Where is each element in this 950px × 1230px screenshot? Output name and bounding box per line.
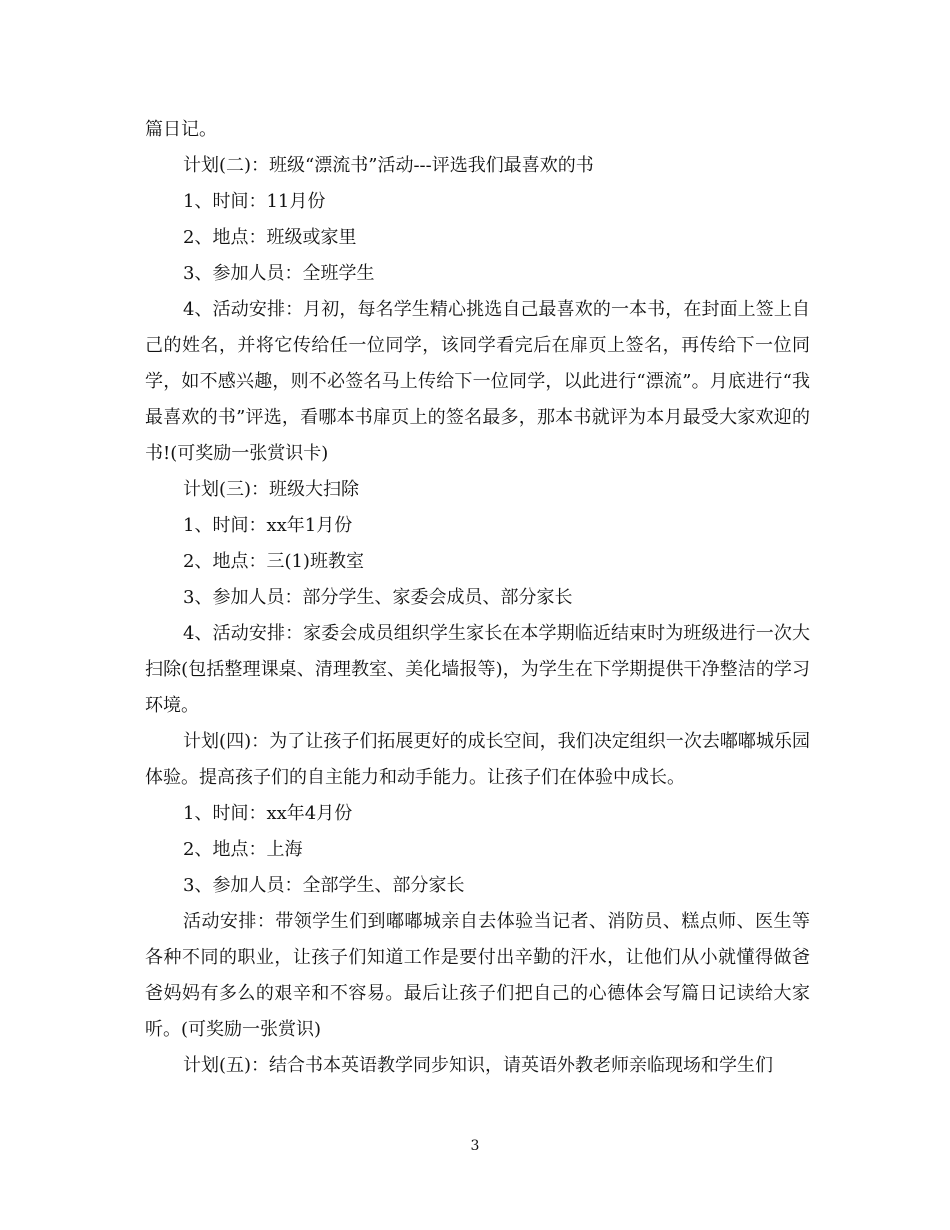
- paragraph: 2、地点：上海: [183, 839, 303, 860]
- paragraph: 1、时间：xx年1月份: [183, 515, 353, 536]
- paragraph-heading: 计划(二)：班级“漂流书”活动---评选我们最喜欢的书: [183, 155, 594, 176]
- paragraph-heading: 计划(五)：结合书本英语教学同步知识，请英语外教老师亲临现场和学生们: [183, 1055, 774, 1076]
- paragraph: 篇日记。: [145, 119, 217, 140]
- paragraph-heading: 计划(三)：班级大扫除: [183, 479, 360, 500]
- paragraph: 4、活动安排：月初，每名学生精心挑选自己最喜欢的一本书，在封面上签上自己的姓名，并将它传给任一位同学，该同学看完后在扉页上签名，再传给下一位同学，如不感兴趣，则不必签名马上传给下一位同学，以此进行“漂流”。月底进行“我最喜欢的书”评选，看哪本书扉页上的签名最多，那本书就评为本月最受大家欢迎的书!(可奖励一张赏识卡): [145, 299, 810, 464]
- paragraph: 2、地点：班级或家里: [183, 227, 357, 248]
- paragraph: 1、时间：11月份: [183, 191, 326, 212]
- paragraph: 2、地点：三(1)班教室: [183, 551, 364, 572]
- body-text: [145, 112, 810, 1084]
- paragraph: 3、参加人员：部分学生、家委会成员、部分家长: [183, 587, 573, 608]
- paragraph-heading: 计划(四)：为了让孩子们拓展更好的成长空间，我们决定组织一次去嘟嘟城乐园体验。提高孩子们的自主能力和动手能力。让孩子们在体验中成长。: [145, 731, 810, 788]
- paragraph: 活动安排：带领学生们到嘟嘟城亲自去体验当记者、消防员、糕点师、医生等各种不同的职业，让孩子们知道工作是要付出辛勤的汗水，让他们从小就懂得做爸爸妈妈有多么的艰辛和不容易。最后让孩子们把自己的心德体会写篇日记读给大家听。(可奖励一张赏识): [145, 911, 810, 1040]
- paragraph: 3、参加人员：全部学生、部分家长: [183, 875, 465, 896]
- page-number: 3: [470, 1138, 480, 1154]
- paragraph: 1、时间：xx年4月份: [183, 803, 353, 824]
- paragraph: 3、参加人员：全班学生: [183, 263, 375, 284]
- paragraph: 4、活动安排：家委会成员组织学生家长在本学期临近结束时为班级进行一次大扫除(包括整理课桌、清理教室、美化墙报等)，为学生在下学期提供干净整洁的学习环境。: [145, 623, 810, 716]
